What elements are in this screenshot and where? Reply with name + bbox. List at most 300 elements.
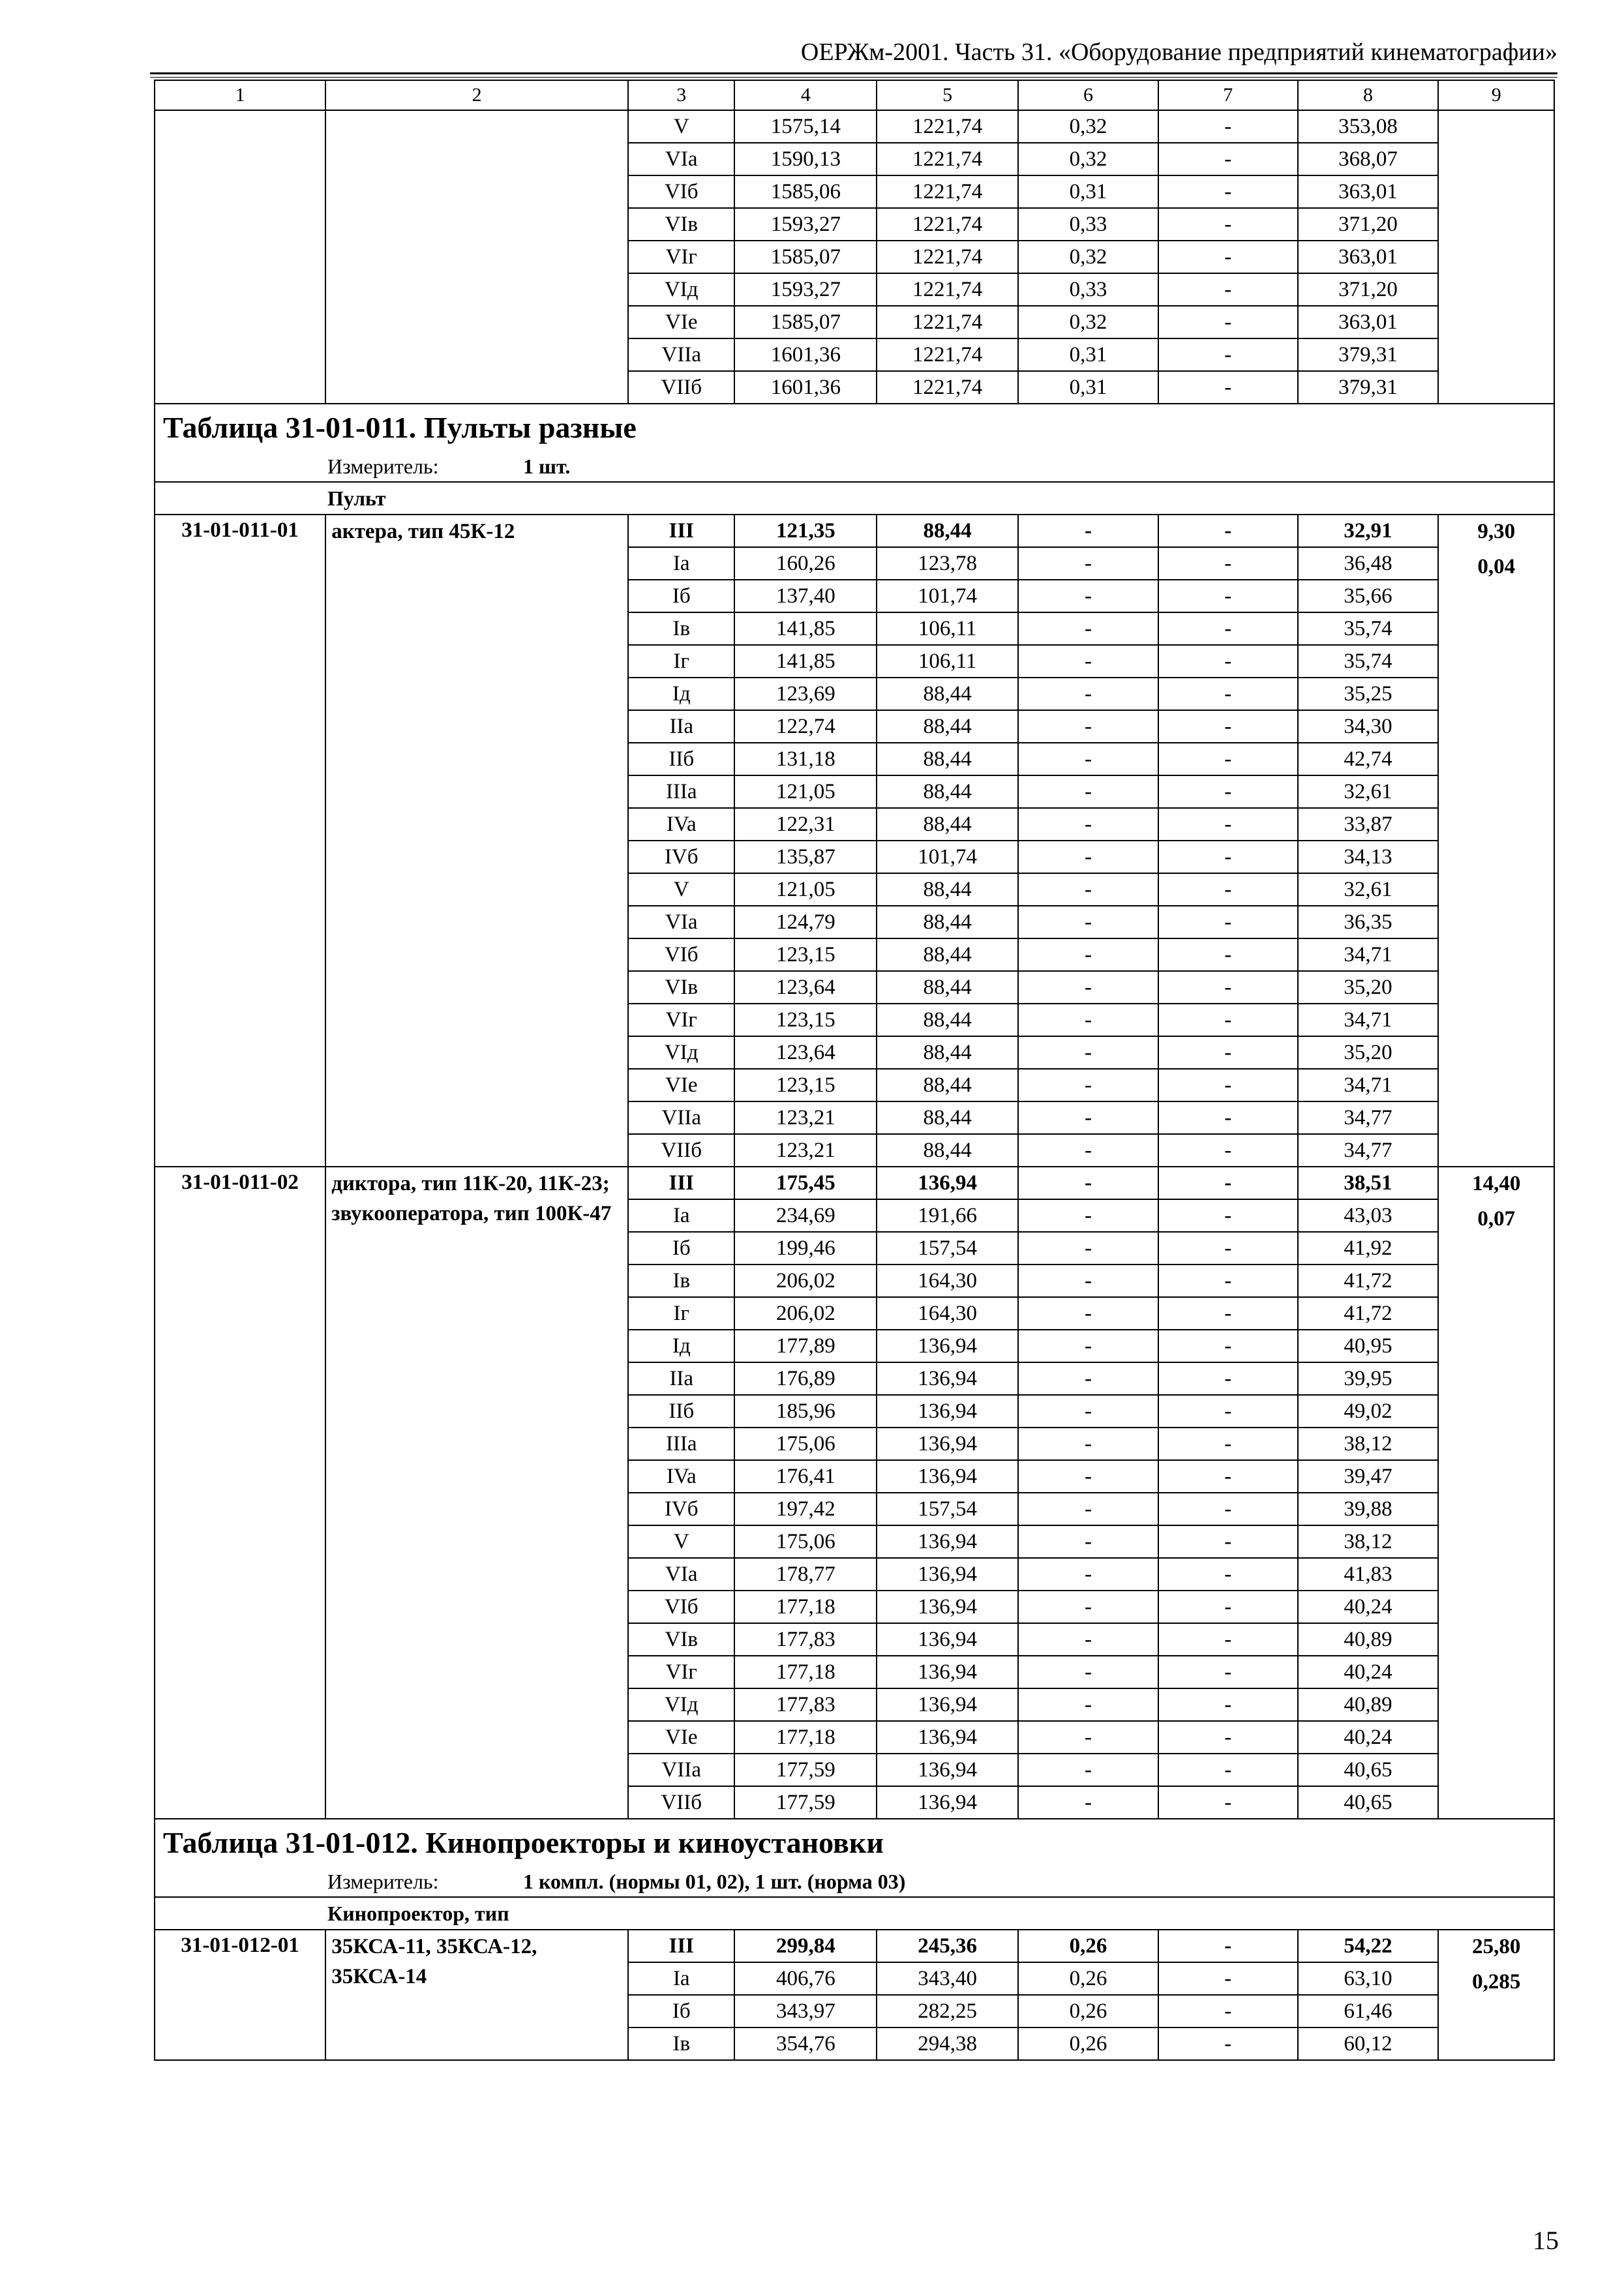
table-cell-col7: - — [1158, 1101, 1298, 1134]
table-cell-col5: 106,11 — [877, 645, 1018, 678]
table-cell-col5: 136,94 — [877, 1395, 1018, 1428]
table-cell-col4: 234,69 — [734, 1199, 877, 1232]
table-cell-col8: 41,83 — [1298, 1558, 1439, 1591]
table-cell-col5: 101,74 — [877, 841, 1018, 873]
table-cell-col7: - — [1158, 547, 1298, 580]
table-cell-col5: 136,94 — [877, 1656, 1018, 1688]
table-cell-col3: V — [628, 110, 734, 143]
table-cell-col4: 123,15 — [734, 1004, 877, 1036]
table-cell-col5: 282,25 — [877, 1995, 1018, 2027]
table-cell-col6: 0,26 — [1018, 1995, 1158, 2027]
table-cell-col8: 40,65 — [1298, 1754, 1439, 1786]
table-cell-col3: VIa — [628, 143, 734, 175]
table-cell-col3: VIв — [628, 208, 734, 241]
table-cell-col8: 61,46 — [1298, 1995, 1439, 2027]
table-cell-col7: - — [1158, 1930, 1298, 1962]
table-cell-col6: - — [1018, 547, 1158, 580]
table-cell-col7: - — [1158, 938, 1298, 971]
table-cell-col4: 121,05 — [734, 775, 877, 808]
table-cell-col6: 0,33 — [1018, 208, 1158, 241]
table-cell-col6: - — [1018, 1232, 1158, 1264]
table-cell-col6: - — [1018, 580, 1158, 612]
table-cell-col8: 34,71 — [1298, 1069, 1439, 1101]
table-cell-col8: 32,61 — [1298, 873, 1439, 906]
table-cell-col6: - — [1018, 710, 1158, 743]
table-cell-col6: - — [1018, 743, 1158, 775]
table-cell-col4: 123,64 — [734, 1036, 877, 1069]
table-cell-col3: Ia — [628, 547, 734, 580]
column-number-9: 9 — [1438, 80, 1554, 110]
table-cell-col3: IIa — [628, 710, 734, 743]
table-cell-col4: 124,79 — [734, 906, 877, 938]
table-cell-col6: - — [1018, 645, 1158, 678]
column-number-5: 5 — [877, 80, 1018, 110]
table-cell-col6: - — [1018, 971, 1158, 1004]
norm-description: диктора, тип 11К-20, 11К-23; звукооператора, тип 100К-47 — [325, 1167, 628, 1819]
table-cell-col8: 40,95 — [1298, 1330, 1439, 1362]
table-cell-col5: 343,40 — [877, 1962, 1018, 1995]
table-cell-col8: 39,47 — [1298, 1460, 1439, 1493]
norm-data-row — [155, 1930, 1554, 1962]
table-cell-col6: 0,31 — [1018, 371, 1158, 404]
table-cell-col8: 39,88 — [1298, 1493, 1439, 1525]
table-title: Таблица 31-01-012. Кинопроекторы и киноустановки — [155, 1819, 1554, 1866]
table-cell-col4: 177,59 — [734, 1786, 877, 1819]
column-number-3: 3 — [628, 80, 734, 110]
table-cell-col5: 294,38 — [877, 2027, 1018, 2060]
table-cell-col3: VIIa — [628, 1101, 734, 1134]
table-cell-col4: 123,64 — [734, 971, 877, 1004]
table-cell-col4: 1585,07 — [734, 306, 877, 338]
table-cell-col5: 1221,74 — [877, 110, 1018, 143]
table-cell-col8: 42,74 — [1298, 743, 1439, 775]
table-cell-col5: 157,54 — [877, 1493, 1018, 1525]
table-cell-col3: IVб — [628, 841, 734, 873]
table-cell-col7: - — [1158, 808, 1298, 841]
table-cell-col6: - — [1018, 1101, 1158, 1134]
table-cell-col8: 363,01 — [1298, 241, 1439, 273]
measure-value: 1 шт. — [523, 454, 571, 478]
measure-cell — [155, 451, 1554, 482]
table-cell-col3: IVa — [628, 808, 734, 841]
table-cell-col4: 131,18 — [734, 743, 877, 775]
table-cell-col4: 406,76 — [734, 1962, 877, 1995]
table-cell-col7: - — [1158, 1721, 1298, 1754]
table-cell-col4: 177,18 — [734, 1721, 877, 1754]
norm-col9-value: 0,285 — [1472, 1970, 1521, 1994]
table-cell-col6: 0,32 — [1018, 110, 1158, 143]
table-cell-col4: 1601,36 — [734, 371, 877, 404]
section-row — [155, 1897, 1554, 1930]
continuation-empty-cell — [155, 110, 325, 404]
norm-description: актера, тип 45К-12 — [325, 515, 628, 1167]
table-cell-col3: Iв — [628, 612, 734, 645]
table-cell-col3: VIa — [628, 906, 734, 938]
table-cell-col3: IIa — [628, 1362, 734, 1395]
table-cell-col8: 32,61 — [1298, 775, 1439, 808]
norm-col9-value: 25,80 — [1472, 1935, 1521, 1958]
norm-data-row — [155, 515, 1554, 547]
norm-code: 31-01-012-01 — [155, 1930, 325, 2060]
table-cell-col7: - — [1158, 1362, 1298, 1395]
table-cell-col4: 176,89 — [734, 1362, 877, 1395]
table-cell-col5: 191,66 — [877, 1199, 1018, 1232]
measure-label: Измеритель: — [327, 454, 439, 478]
table-cell-col3: IVa — [628, 1460, 734, 1493]
table-cell-col5: 88,44 — [877, 1134, 1018, 1167]
table-cell-col6: - — [1018, 1036, 1158, 1069]
table-cell-col3: Iб — [628, 580, 734, 612]
table-cell-col6: - — [1018, 1754, 1158, 1786]
table-cell-col6: - — [1018, 1786, 1158, 1819]
table-cell-col4: 206,02 — [734, 1297, 877, 1330]
table-cell-col5: 88,44 — [877, 938, 1018, 971]
table-cell-col6: - — [1018, 612, 1158, 645]
table-cell-col3: Iд — [628, 1330, 734, 1362]
table-cell-col5: 136,94 — [877, 1623, 1018, 1656]
table-cell-col7: - — [1158, 1962, 1298, 1995]
table-cell-col7: - — [1158, 710, 1298, 743]
table-cell-col3: VIд — [628, 273, 734, 306]
table-cell-col8: 379,31 — [1298, 338, 1439, 371]
measure-row — [155, 1866, 1554, 1897]
measure-value: 1 компл. (нормы 01, 02), 1 шт. (норма 03) — [523, 1869, 906, 1893]
table-cell-col5: 1221,74 — [877, 143, 1018, 175]
norm-col9-value: 0,07 — [1477, 1207, 1516, 1231]
table-cell-col6: - — [1018, 1591, 1158, 1623]
table-cell-col6: - — [1018, 775, 1158, 808]
table-cell-col8: 32,91 — [1298, 515, 1439, 547]
table-cell-col6: - — [1018, 1428, 1158, 1460]
table-cell-col8: 36,48 — [1298, 547, 1439, 580]
table-cell-col7: - — [1158, 1232, 1298, 1264]
table-cell-col7: - — [1158, 1995, 1298, 2027]
table-cell-col5: 88,44 — [877, 515, 1018, 547]
table-cell-col7: - — [1158, 1428, 1298, 1460]
table-cell-col4: 177,83 — [734, 1623, 877, 1656]
table-cell-col8: 363,01 — [1298, 306, 1439, 338]
table-cell-col8: 34,13 — [1298, 841, 1439, 873]
table-cell-col5: 136,94 — [877, 1167, 1018, 1199]
table-cell-col7: - — [1158, 1591, 1298, 1623]
table-cell-col6: - — [1018, 1558, 1158, 1591]
table-cell-col4: 123,15 — [734, 1069, 877, 1101]
table-cell-col5: 136,94 — [877, 1754, 1018, 1786]
table-cell-col7: - — [1158, 841, 1298, 873]
table-cell-col6: - — [1018, 808, 1158, 841]
table-cell-col7: - — [1158, 580, 1298, 612]
table-cell-col4: 185,96 — [734, 1395, 877, 1428]
table-cell-col3: III — [628, 1930, 734, 1962]
table-cell-col7: - — [1158, 371, 1298, 404]
table-cell-col5: 136,94 — [877, 1362, 1018, 1395]
table-cell-col7: - — [1158, 873, 1298, 906]
table-cell-col7: - — [1158, 175, 1298, 208]
table-cell-col3: VIд — [628, 1688, 734, 1721]
table-cell-col5: 88,44 — [877, 1036, 1018, 1069]
table-cell-col6: 0,32 — [1018, 306, 1158, 338]
table-cell-col4: 137,40 — [734, 580, 877, 612]
table-cell-col8: 41,92 — [1298, 1232, 1439, 1264]
measure-cell — [155, 1866, 1554, 1897]
table-cell-col6: 0,26 — [1018, 1962, 1158, 1995]
table-cell-col8: 38,12 — [1298, 1428, 1439, 1460]
table-cell-col7: - — [1158, 338, 1298, 371]
table-cell-col6: - — [1018, 1721, 1158, 1754]
section-cell — [155, 1897, 1554, 1930]
table-cell-col5: 136,94 — [877, 1525, 1018, 1558]
table-cell-col7: - — [1158, 1460, 1298, 1493]
table-cell-col5: 1221,74 — [877, 338, 1018, 371]
table-cell-col6: 0,32 — [1018, 241, 1158, 273]
table-cell-col6: - — [1018, 1004, 1158, 1036]
table-cell-col4: 299,84 — [734, 1930, 877, 1962]
table-cell-col4: 121,35 — [734, 515, 877, 547]
table-cell-col6: 0,33 — [1018, 273, 1158, 306]
table-cell-col3: IIб — [628, 743, 734, 775]
table-cell-col5: 136,94 — [877, 1428, 1018, 1460]
table-cell-col3: V — [628, 1525, 734, 1558]
table-cell-col7: - — [1158, 971, 1298, 1004]
table-cell-col7: - — [1158, 612, 1298, 645]
table-cell-col8: 379,31 — [1298, 371, 1439, 404]
table-cell-col7: - — [1158, 775, 1298, 808]
table-cell-col7: - — [1158, 1004, 1298, 1036]
table-cell-col8: 363,01 — [1298, 175, 1439, 208]
table-cell-col5: 136,94 — [877, 1786, 1018, 1819]
section-cell — [155, 482, 1554, 515]
table-cell-col3: VIIa — [628, 1754, 734, 1786]
column-number-6: 6 — [1018, 80, 1158, 110]
table-cell-col4: 1575,14 — [734, 110, 877, 143]
table-cell-col4: 1601,36 — [734, 338, 877, 371]
table-cell-col3: VIIa — [628, 338, 734, 371]
table-cell-col6: - — [1018, 515, 1158, 547]
table-cell-col4: 206,02 — [734, 1264, 877, 1297]
table-cell-col3: VIб — [628, 1591, 734, 1623]
table-cell-col6: 0,26 — [1018, 2027, 1158, 2060]
table-cell-col6: - — [1018, 1623, 1158, 1656]
table-cell-col3: Iг — [628, 645, 734, 678]
table-cell-col7: - — [1158, 678, 1298, 710]
table-cell-col8: 40,24 — [1298, 1656, 1439, 1688]
header-rule-thick — [150, 72, 1557, 74]
table-cell-col4: 177,18 — [734, 1656, 877, 1688]
table-cell-col7: - — [1158, 1199, 1298, 1232]
table-cell-col8: 43,03 — [1298, 1199, 1439, 1232]
table-cell-col7: - — [1158, 1688, 1298, 1721]
table-cell-col3: Iб — [628, 1232, 734, 1264]
table-cell-col5: 136,94 — [877, 1721, 1018, 1754]
page-number: 15 — [1533, 2226, 1559, 2255]
norm-col9-value: 14,40 — [1472, 1172, 1521, 1195]
table-cell-col7: - — [1158, 1623, 1298, 1656]
table-cell-col3: IIIa — [628, 775, 734, 808]
table-cell-col6: - — [1018, 1167, 1158, 1199]
table-cell-col5: 164,30 — [877, 1264, 1018, 1297]
table-cell-col8: 34,71 — [1298, 1004, 1439, 1036]
table-cell-col7: - — [1158, 743, 1298, 775]
table-cell-col8: 35,20 — [1298, 1036, 1439, 1069]
norm-col9-cell — [1438, 1167, 1554, 1819]
table-cell-col6: - — [1018, 1134, 1158, 1167]
table-cell-col3: VIa — [628, 1558, 734, 1591]
continuation-empty-cell — [1438, 110, 1554, 404]
table-cell-col6: - — [1018, 938, 1158, 971]
table-cell-col8: 38,51 — [1298, 1167, 1439, 1199]
table-cell-col4: 141,85 — [734, 645, 877, 678]
table-cell-col7: - — [1158, 1493, 1298, 1525]
column-number-row — [155, 80, 1554, 110]
table-cell-col4: 199,46 — [734, 1232, 877, 1264]
table-cell-col4: 123,15 — [734, 938, 877, 971]
table-cell-col7: - — [1158, 1656, 1298, 1688]
table-cell-col4: 178,77 — [734, 1558, 877, 1591]
table-cell-col3: VIIб — [628, 1786, 734, 1819]
section-heading: Пульт — [327, 486, 386, 510]
table-cell-col5: 88,44 — [877, 678, 1018, 710]
header-rule-thin — [150, 77, 1557, 78]
table-cell-col8: 34,77 — [1298, 1101, 1439, 1134]
table-cell-col8: 49,02 — [1298, 1395, 1439, 1428]
table-cell-col4: 176,41 — [734, 1460, 877, 1493]
table-cell-col7: - — [1158, 906, 1298, 938]
table-cell-col3: V — [628, 873, 734, 906]
table-cell-col6: - — [1018, 1069, 1158, 1101]
table-cell-col7: - — [1158, 1069, 1298, 1101]
table-cell-col8: 63,10 — [1298, 1962, 1439, 1995]
table-cell-col5: 245,36 — [877, 1930, 1018, 1962]
table-cell-col6: - — [1018, 906, 1158, 938]
table-cell-col3: Ia — [628, 1962, 734, 1995]
table-cell-col7: - — [1158, 306, 1298, 338]
table-cell-col6: - — [1018, 1525, 1158, 1558]
table-cell-col8: 33,87 — [1298, 808, 1439, 841]
table-cell-col6: 0,32 — [1018, 143, 1158, 175]
continuation-empty-cell — [325, 110, 628, 404]
table-cell-col8: 54,22 — [1298, 1930, 1439, 1962]
norms-table — [154, 80, 1555, 2061]
table-cell-col8: 39,95 — [1298, 1362, 1439, 1395]
table-cell-col3: IIIa — [628, 1428, 734, 1460]
table-cell-col8: 34,71 — [1298, 938, 1439, 971]
table-cell-col7: - — [1158, 1395, 1298, 1428]
table-cell-col8: 40,65 — [1298, 1786, 1439, 1819]
table-cell-col4: 122,74 — [734, 710, 877, 743]
table-cell-col8: 60,12 — [1298, 2027, 1439, 2060]
table-cell-col5: 136,94 — [877, 1460, 1018, 1493]
table-cell-col3: VIв — [628, 1623, 734, 1656]
column-number-7: 7 — [1158, 80, 1298, 110]
table-cell-col6: - — [1018, 1493, 1158, 1525]
table-cell-col6: - — [1018, 873, 1158, 906]
table-cell-col3: Iд — [628, 678, 734, 710]
table-cell-col5: 88,44 — [877, 1069, 1018, 1101]
document-header-title: ОЕРЖм-2001. Часть 31. «Оборудование предприятий кинематографии» — [800, 38, 1557, 66]
table-cell-col8: 38,12 — [1298, 1525, 1439, 1558]
table-cell-col8: 35,66 — [1298, 580, 1439, 612]
table-cell-col6: - — [1018, 1395, 1158, 1428]
table-cell-col5: 88,44 — [877, 710, 1018, 743]
column-number-4: 4 — [734, 80, 877, 110]
table-cell-col4: 1593,27 — [734, 208, 877, 241]
table-cell-col5: 136,94 — [877, 1558, 1018, 1591]
table-cell-col7: - — [1158, 1167, 1298, 1199]
table-cell-col8: 35,25 — [1298, 678, 1439, 710]
table-cell-col8: 371,20 — [1298, 273, 1439, 306]
norm-col9-value: 0,04 — [1477, 555, 1516, 578]
norm-code: 31-01-011-02 — [155, 1167, 325, 1819]
table-title-row — [155, 404, 1554, 451]
table-cell-col5: 88,44 — [877, 1004, 1018, 1036]
table-cell-col8: 34,30 — [1298, 710, 1439, 743]
table-cell-col4: 141,85 — [734, 612, 877, 645]
norm-col9-value: 9,30 — [1477, 520, 1516, 543]
column-number-1: 1 — [155, 80, 325, 110]
table-cell-col6: 0,31 — [1018, 175, 1158, 208]
table-cell-col5: 1221,74 — [877, 241, 1018, 273]
table-cell-col4: 135,87 — [734, 841, 877, 873]
table-cell-col3: IVб — [628, 1493, 734, 1525]
table-cell-col5: 88,44 — [877, 775, 1018, 808]
norms-table-body — [155, 80, 1554, 2060]
table-cell-col6: - — [1018, 1297, 1158, 1330]
section-heading: Кинопроектор, тип — [327, 1902, 509, 1925]
table-cell-col3: Iв — [628, 1264, 734, 1297]
norm-code: 31-01-011-01 — [155, 515, 325, 1167]
table-cell-col4: 177,59 — [734, 1754, 877, 1786]
table-cell-col3: Iг — [628, 1297, 734, 1330]
table-cell-col8: 40,89 — [1298, 1623, 1439, 1656]
table-cell-col4: 122,31 — [734, 808, 877, 841]
norm-col9-cell — [1438, 515, 1554, 1167]
table-cell-col8: 36,35 — [1298, 906, 1439, 938]
table-cell-col5: 88,44 — [877, 1101, 1018, 1134]
table-cell-col3: Iб — [628, 1995, 734, 2027]
measure-row — [155, 451, 1554, 482]
table-cell-col5: 157,54 — [877, 1232, 1018, 1264]
norm-col9-cell — [1438, 1930, 1554, 2060]
table-cell-col4: 177,83 — [734, 1688, 877, 1721]
section-row — [155, 482, 1554, 515]
table-cell-col3: VIв — [628, 971, 734, 1004]
table-cell-col7: - — [1158, 2027, 1298, 2060]
measure-label: Измеритель: — [327, 1869, 439, 1893]
norm-description: 35КСА-11, 35КСА-12, 35КСА-14 — [325, 1930, 628, 2060]
table-cell-col7: - — [1158, 515, 1298, 547]
table-cell-col3: VIб — [628, 938, 734, 971]
table-cell-col3: IIб — [628, 1395, 734, 1428]
table-cell-col8: 35,74 — [1298, 645, 1439, 678]
table-cell-col8: 40,24 — [1298, 1591, 1439, 1623]
table-cell-col6: - — [1018, 1264, 1158, 1297]
table-cell-col6: - — [1018, 841, 1158, 873]
table-cell-col7: - — [1158, 1786, 1298, 1819]
table-cell-col4: 121,05 — [734, 873, 877, 906]
table-cell-col4: 1593,27 — [734, 273, 877, 306]
table-cell-col3: VIг — [628, 1004, 734, 1036]
table-cell-col3: VIIб — [628, 371, 734, 404]
table-cell-col3: VIe — [628, 1721, 734, 1754]
table-cell-col6: 0,31 — [1018, 338, 1158, 371]
table-cell-col7: - — [1158, 1297, 1298, 1330]
table-cell-col7: - — [1158, 645, 1298, 678]
table-cell-col5: 88,44 — [877, 906, 1018, 938]
table-cell-col5: 1221,74 — [877, 208, 1018, 241]
table-title: Таблица 31-01-011. Пульты разные — [155, 404, 1554, 451]
table-cell-col7: - — [1158, 1754, 1298, 1786]
norm-data-row — [155, 1167, 1554, 1199]
